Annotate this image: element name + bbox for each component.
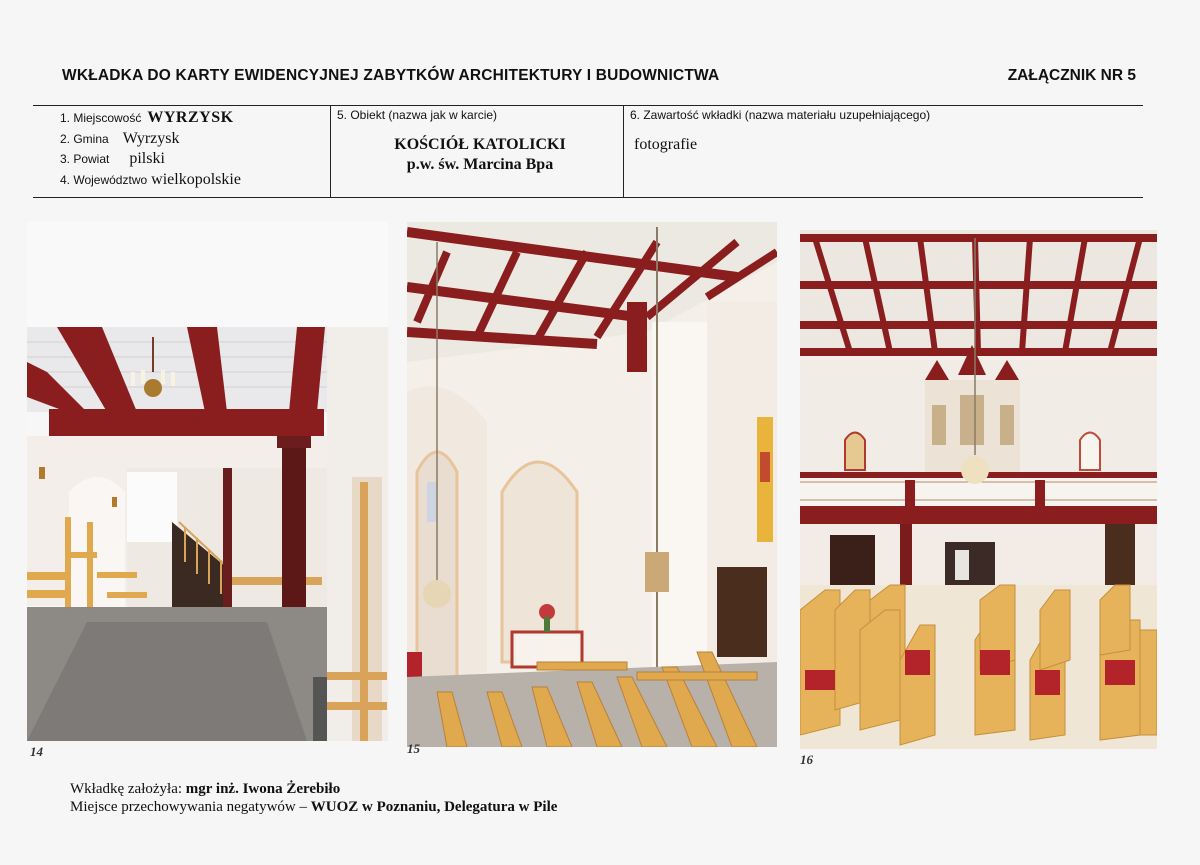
photo-nave-side: [407, 222, 777, 747]
storage-prefix: Miejsce przechowywania negatywów –: [70, 799, 307, 815]
document-title: WKŁADKA DO KARTY EWIDENCYJNEJ ZABYTKÓW ARCHITEKTURY I BUDOWNICTWA: [62, 67, 720, 84]
commune-label: 2. Gmina: [60, 131, 109, 146]
commune-value: Wyrzysk: [122, 129, 180, 147]
photo-number-16: 16: [800, 752, 813, 767]
author-name: mgr inż. Iwona Żerebiło: [185, 781, 341, 797]
storage-place: WUOZ w Poznaniu, Delegatura w Pile: [310, 799, 558, 815]
district-row: [60, 149, 241, 170]
object-name-line2: p.w. św. Marcina Bpa: [406, 156, 554, 173]
photo-number-15: 15: [407, 741, 420, 756]
photo-organ-gallery: [800, 230, 1157, 749]
commune-row: [60, 129, 241, 150]
place-value: WYRZYSK: [147, 109, 234, 126]
annex-number: ZAŁĄCZNIK NR 5: [1007, 67, 1136, 84]
contents-value: fotografie: [634, 136, 698, 153]
object-name-line1: KOŚCIÓŁ KATOLICKI: [394, 136, 566, 153]
storage-line: [70, 799, 557, 816]
column-divider-1: [330, 106, 331, 198]
district-value: pilski: [129, 150, 165, 167]
photo-number-14: 14: [30, 744, 43, 759]
photo-vestibule: [27, 222, 388, 741]
voivodeship-label: 4. Województwo: [60, 172, 148, 187]
voivodeship-value: wielkopolskie: [151, 170, 241, 188]
place-row: [60, 108, 241, 129]
district-label: 3. Powiat: [60, 152, 110, 166]
author-prefix: Wkładkę założyła:: [70, 781, 183, 797]
contents-label: 6. Zawartość wkładki (nazwa materiału uzupełniającego): [630, 108, 931, 122]
author-line: [70, 781, 340, 798]
object-name: [336, 135, 624, 175]
voivodeship-row: [60, 170, 241, 191]
object-label: 5. Obiekt (nazwa jak w karcie): [337, 108, 498, 122]
header-top-rule: [33, 105, 1143, 106]
header-bottom-rule: [33, 197, 1143, 198]
location-block: [60, 108, 241, 190]
place-label: 1. Miejscowość: [60, 111, 142, 125]
